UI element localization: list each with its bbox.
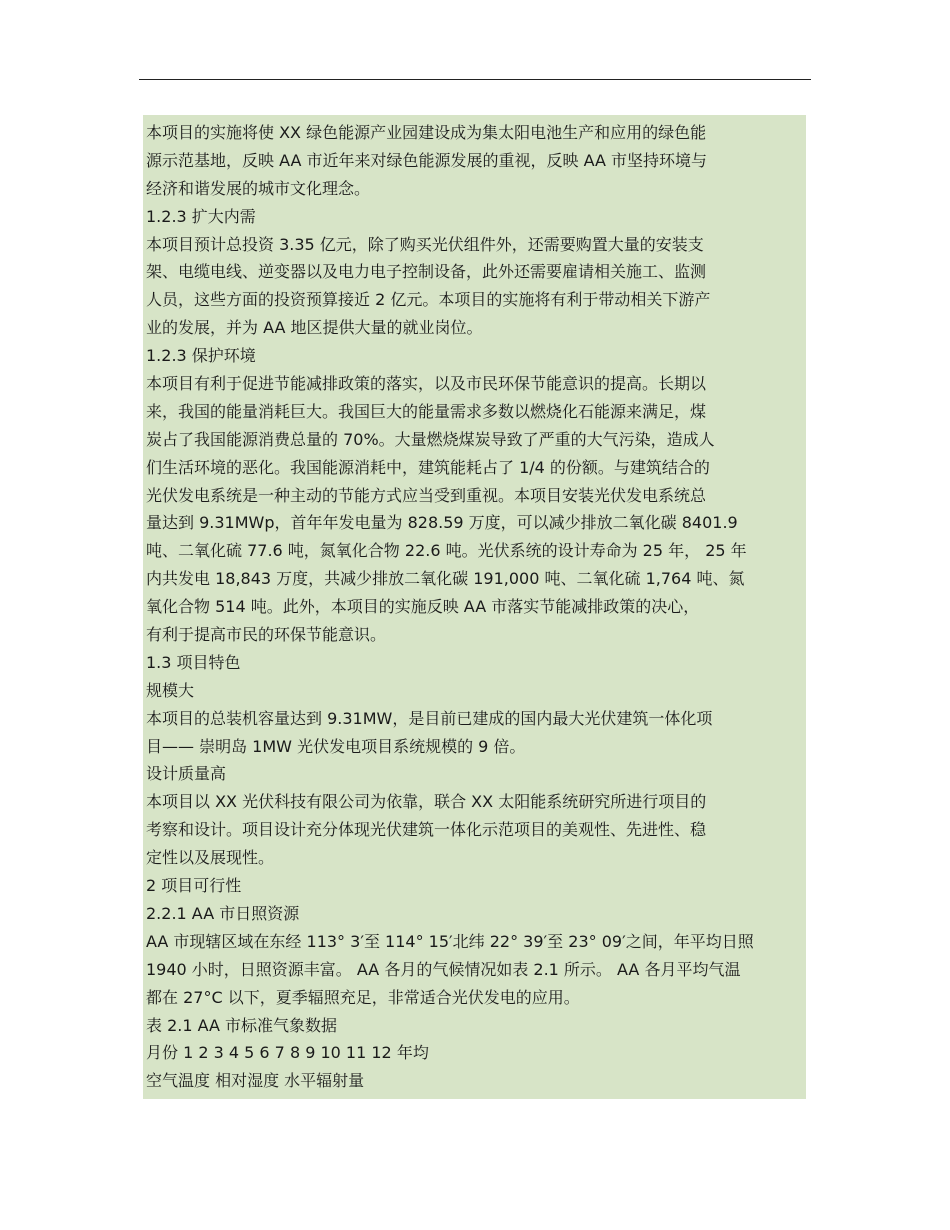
text-line: 本项目的实施将使 XX 绿色能源产业园建设成为集太阳电池生产和应用的绿色能 <box>146 123 707 142</box>
text-line: 光伏发电系统是一种主动的节能方式应当受到重视。本项目安装光伏发电系统总 <box>146 485 707 505</box>
subsection-heading: 规模大 <box>146 680 195 700</box>
text-line: 来，我国的能量消耗巨大。我国巨大的能量需求多数以燃烧化石能源来满足，煤 <box>146 401 707 421</box>
text-line: 量达到 9.31MWp，首年年发电量为 828.59 万度，可以减少排放二氧化碳 8401.9 <box>146 513 738 533</box>
section-heading: 2.2.1 AA 市日照资源 <box>146 903 300 923</box>
section-heading: 1.2.3 扩大内需 <box>146 206 256 226</box>
table-header-row: 月份 1 2 3 4 5 6 7 8 9 10 11 12 年均 <box>146 1043 429 1063</box>
text-line: 架、电缆电线、逆变器以及电力电子控制设备，此外还需要雇请相关施工、监测 <box>146 262 707 282</box>
text-line: 们生活环境的恶化。我国能源消耗中，建筑能耗占了 1/4 的份额。与建筑结合的 <box>146 457 710 477</box>
table-caption: 表 2.1 AA 市标准气象数据 <box>146 1015 338 1035</box>
text-line: 业的发展，并为 AA 地区提供大量的就业岗位。 <box>146 318 483 338</box>
header-rule <box>139 79 811 80</box>
text-line: 都在 27°C 以下，夏季辐照充足，非常适合光伏发电的应用。 <box>146 987 580 1007</box>
table-header-row: 空气温度 相对湿度 水平辐射量 <box>146 1071 365 1091</box>
text-line: 人员，这些方面的投资预算接近 2 亿元。本项目的实施将有利于带动相关下游产 <box>146 290 711 310</box>
text-line: 内共发电 18,843 万度，共减少排放二氧化碳 191,000 吨、二氧化硫 1,764 吨、氮 <box>146 569 745 589</box>
text-line: 炭占了我国能源消费总量的 70%。大量燃烧煤炭导致了严重的大气污染，造成人 <box>146 429 715 449</box>
text-line: AA 市现辖区域在东经 113° 3′至 114° 15′北纬 22° 39′至 23° 09′之间，年平均日照 <box>146 931 754 951</box>
subsection-heading: 设计质量高 <box>146 764 227 784</box>
text-line: 定性以及展现性。 <box>146 848 275 868</box>
text-line: 氧化合物 514 吨。此外，本项目的实施反映 AA 市落实节能减排政策的决心， <box>146 597 700 617</box>
text-line: 目—— 崇明岛 1MW 光伏发电项目系统规模的 9 倍。 <box>146 736 526 756</box>
text-line: 本项目有利于促进节能减排政策的落实，以及市民环保节能意识的提高。长期以 <box>146 374 707 394</box>
text-line: 经济和谐发展的城市文化理念。 <box>146 178 371 198</box>
text-line: 1940 小时，日照资源丰富。 AA 各月的气候情况如表 2.1 所示。 AA 各月平均气温 <box>146 959 741 979</box>
text-line: 本项目以 XX 光伏科技有限公司为依靠，联合 XX 太阳能系统研究所进行项目的 <box>146 792 707 812</box>
text-line: 考察和设计。项目设计充分体现光伏建筑一体化示范项目的美观性、先进性、稳 <box>146 820 707 840</box>
text-line: 本项目预计总投资 3.35 亿元，除了购买光伏组件外，还需要购置大量的安装支 <box>146 234 704 254</box>
section-heading: 2 项目可行性 <box>146 876 242 896</box>
section-heading: 1.2.3 保护环境 <box>146 346 256 366</box>
section-heading: 1.3 项目特色 <box>146 652 241 672</box>
text-line: 吨、二氧化硫 77.6 吨，氮氧化合物 22.6 吨。光伏系统的设计寿命为 25 年， 25 年 <box>146 541 747 561</box>
text-line: 本项目的总装机容量达到 9.31MW，是目前已建成的国内最大光伏建筑一体化项 <box>146 708 713 728</box>
text-line: 源示范基地，反映 AA 市近年来对绿色能源发展的重视，反映 AA 市坚持环境与 <box>146 150 708 170</box>
text-line: 有利于提高市民的环保节能意识。 <box>146 625 387 645</box>
document-body <box>143 115 806 1099</box>
